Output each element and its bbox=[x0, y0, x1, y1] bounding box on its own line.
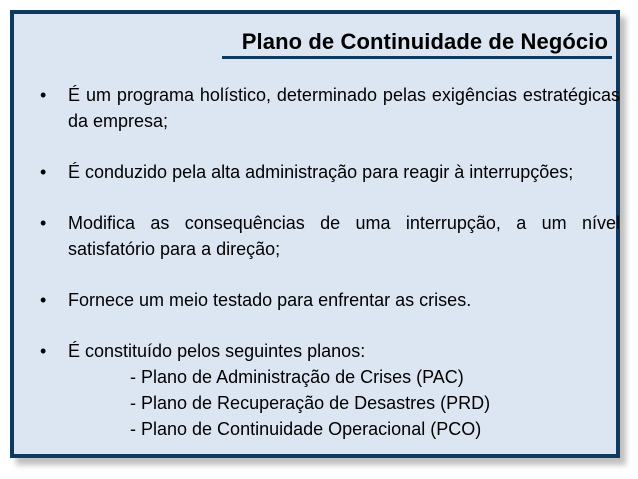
bullet-dot: • bbox=[40, 162, 47, 182]
slide-frame bbox=[10, 10, 620, 458]
bullet-text: Fornece um meio testado para enfrentar as crises. bbox=[68, 290, 472, 310]
plans-list bbox=[68, 364, 620, 442]
bullet-item bbox=[40, 159, 620, 185]
bullet-dot: • bbox=[40, 213, 47, 233]
bullet-list bbox=[40, 82, 620, 442]
plan-item: - Plano de Continuidade Operacional (PCO) bbox=[130, 419, 482, 439]
bullet-item bbox=[40, 210, 620, 262]
plan-item: - Plano de Administração de Crises (PAC) bbox=[130, 367, 464, 387]
bullet-text: Modifica as consequências de uma interrupção, a um nível satisfatório para a direção; bbox=[68, 213, 620, 259]
title-underline bbox=[222, 56, 612, 59]
plan-item: - Plano de Recuperação de Desastres (PRD) bbox=[130, 393, 491, 413]
bullet-text: É constituído pelos seguintes planos: bbox=[68, 341, 366, 361]
bullet-item bbox=[40, 338, 620, 442]
bullet-item bbox=[40, 287, 620, 313]
bullet-dot: • bbox=[40, 341, 47, 361]
bullet-item bbox=[40, 82, 620, 134]
bullet-dot: • bbox=[40, 290, 47, 310]
bullet-text: É conduzido pela alta administração para reagir à interrupções; bbox=[68, 162, 574, 182]
bullet-dot: • bbox=[40, 85, 47, 105]
slide-title: Plano de Continuidade de Negócio bbox=[241, 29, 608, 54]
bullet-text: É um programa holístico, determinado pelas exigências estratégicas da empresa; bbox=[68, 85, 620, 131]
